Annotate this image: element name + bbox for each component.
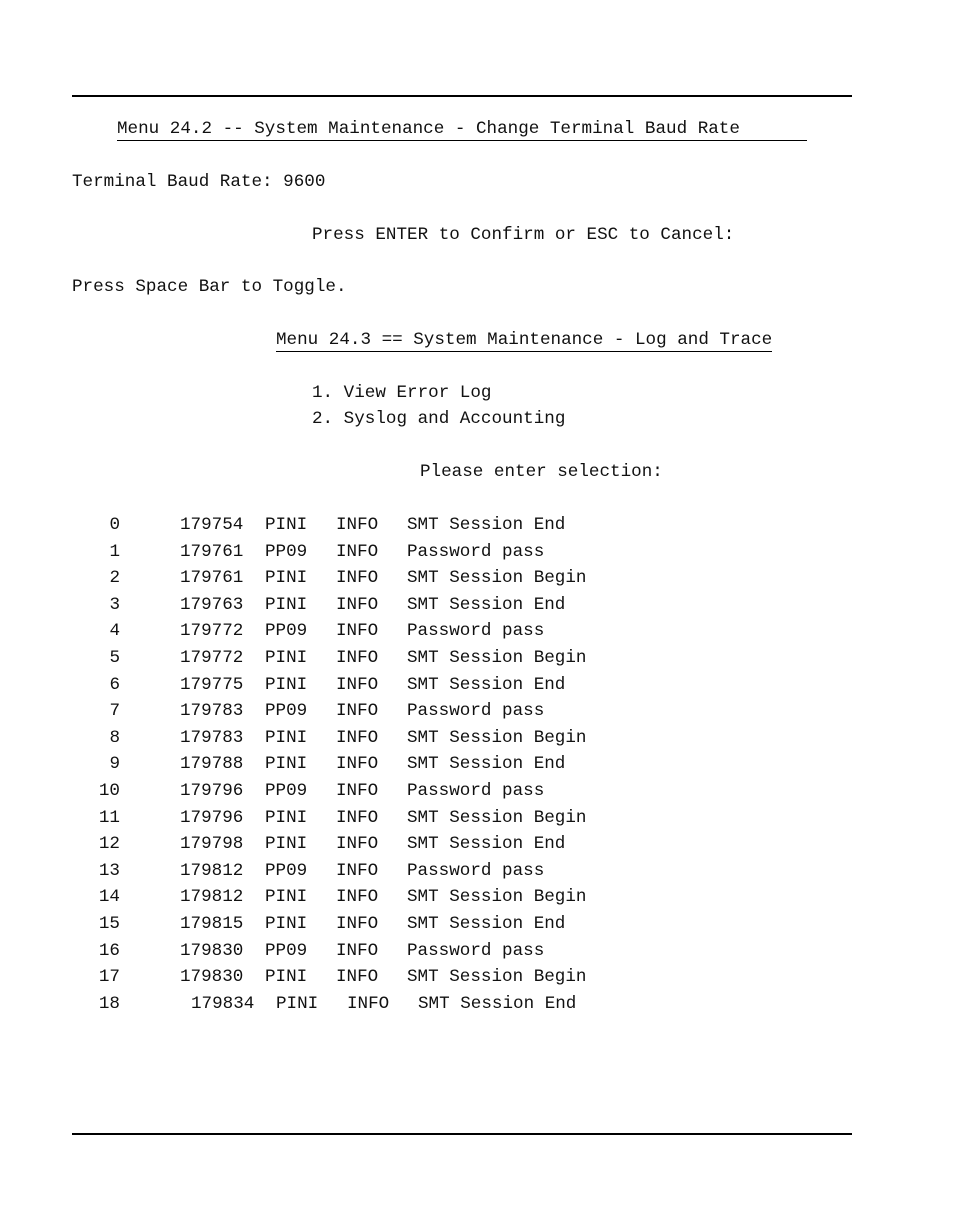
log-time: 179783 — [180, 701, 244, 721]
log-index: 10 — [98, 781, 120, 801]
log-index: 11 — [98, 808, 120, 828]
log-row — [72, 914, 632, 934]
log-time: 179830 — [180, 967, 244, 987]
log-index: 6 — [109, 675, 120, 695]
log-index: 8 — [109, 728, 120, 748]
selection-prompt: Please enter selection: — [420, 462, 663, 482]
log-row — [72, 808, 632, 828]
log-row — [72, 701, 632, 721]
log-time: 179788 — [180, 754, 244, 774]
log-time: 179761 — [180, 542, 244, 562]
log-message: SMT Session End — [407, 595, 566, 615]
log-index: 5 — [109, 648, 120, 668]
log-row — [72, 515, 632, 535]
log-source: PINI — [265, 967, 308, 987]
log-message: SMT Session Begin — [407, 728, 587, 748]
log-time: 179798 — [180, 834, 244, 854]
log-message: SMT Session Begin — [407, 808, 587, 828]
log-time: 179763 — [180, 595, 244, 615]
log-row — [72, 568, 632, 588]
log-type: INFO — [336, 754, 379, 774]
log-time: 179815 — [180, 914, 244, 934]
log-row — [72, 728, 632, 748]
log-source: PP09 — [265, 701, 308, 721]
log-row — [72, 994, 632, 1014]
menu-24-3-title: Menu 24.3 == System Maintenance - Log and Trace — [276, 330, 773, 350]
log-message: SMT Session Begin — [407, 887, 587, 907]
log-message: SMT Session End — [407, 515, 566, 535]
log-source: PINI — [265, 648, 308, 668]
log-row — [72, 648, 632, 668]
log-source: PINI — [265, 515, 308, 535]
log-index: 2 — [109, 568, 120, 588]
log-row — [72, 754, 632, 774]
menu-24-2-title: Menu 24.2 -- System Maintenance - Change Terminal Baud Rate — [117, 119, 807, 141]
log-type: INFO — [336, 967, 379, 987]
log-message: SMT Session End — [407, 675, 566, 695]
log-type: INFO — [336, 728, 379, 748]
log-source: PINI — [265, 834, 308, 854]
log-type: INFO — [336, 887, 379, 907]
log-time: 179796 — [180, 781, 244, 801]
log-time: 179834 — [191, 994, 255, 1014]
log-row — [72, 967, 632, 987]
log-row — [72, 887, 632, 907]
log-source: PP09 — [265, 781, 308, 801]
log-type: INFO — [336, 834, 379, 854]
log-message: Password pass — [407, 781, 545, 801]
log-row — [72, 941, 632, 961]
log-index: 0 — [109, 515, 120, 535]
log-time: 179812 — [180, 887, 244, 907]
log-index: 13 — [98, 861, 120, 881]
log-message: SMT Session End — [407, 834, 566, 854]
menu-option-view-error-log[interactable]: 1. View Error Log — [312, 383, 492, 403]
log-index: 7 — [109, 701, 120, 721]
menu-option-syslog-accounting[interactable]: 2. Syslog and Accounting — [312, 409, 566, 429]
log-type: INFO — [347, 994, 390, 1014]
log-message: Password pass — [407, 941, 545, 961]
log-time: 179783 — [180, 728, 244, 748]
log-type: INFO — [336, 595, 379, 615]
log-message: SMT Session End — [407, 754, 566, 774]
log-type: INFO — [336, 701, 379, 721]
log-message: SMT Session End — [418, 994, 577, 1014]
log-message: Password pass — [407, 542, 545, 562]
log-type: INFO — [336, 808, 379, 828]
log-message: SMT Session Begin — [407, 648, 587, 668]
log-type: INFO — [336, 914, 379, 934]
log-source: PINI — [265, 887, 308, 907]
top-divider — [72, 95, 852, 97]
log-time: 179761 — [180, 568, 244, 588]
log-index: 9 — [109, 754, 120, 774]
bottom-divider — [72, 1133, 852, 1135]
log-type: INFO — [336, 861, 379, 881]
log-row — [72, 542, 632, 562]
log-index: 14 — [98, 887, 120, 907]
log-row — [72, 675, 632, 695]
log-index: 1 — [109, 542, 120, 562]
log-message: Password pass — [407, 621, 545, 641]
log-index: 16 — [98, 941, 120, 961]
log-time: 179772 — [180, 648, 244, 668]
baud-rate-label: Terminal Baud Rate: 9600 — [72, 172, 326, 192]
log-type: INFO — [336, 675, 379, 695]
log-source: PINI — [265, 914, 308, 934]
log-type: INFO — [336, 648, 379, 668]
log-type: INFO — [336, 941, 379, 961]
confirm-prompt: Press ENTER to Confirm or ESC to Cancel: — [312, 225, 735, 245]
log-message: SMT Session Begin — [407, 568, 587, 588]
log-index: 12 — [98, 834, 120, 854]
log-message: SMT Session End — [407, 914, 566, 934]
log-time: 179775 — [180, 675, 244, 695]
log-index: 3 — [109, 595, 120, 615]
toggle-hint: Press Space Bar to Toggle. — [72, 277, 347, 297]
log-message: SMT Session Begin — [407, 967, 587, 987]
log-time: 179830 — [180, 941, 244, 961]
log-source: PP09 — [265, 941, 308, 961]
log-source: PINI — [265, 728, 308, 748]
log-time: 179772 — [180, 621, 244, 641]
log-time: 179754 — [180, 515, 244, 535]
log-index: 17 — [98, 967, 120, 987]
log-type: INFO — [336, 542, 379, 562]
log-index: 4 — [109, 621, 120, 641]
log-source: PP09 — [265, 621, 308, 641]
log-source: PINI — [276, 994, 319, 1014]
log-message: Password pass — [407, 861, 545, 881]
log-source: PP09 — [265, 542, 308, 562]
log-row — [72, 861, 632, 881]
log-type: INFO — [336, 515, 379, 535]
log-index: 15 — [98, 914, 120, 934]
log-source: PINI — [265, 754, 308, 774]
log-source: PINI — [265, 568, 308, 588]
log-type: INFO — [336, 781, 379, 801]
log-index: 18 — [98, 994, 120, 1014]
log-source: PINI — [265, 675, 308, 695]
log-row — [72, 595, 632, 615]
log-type: INFO — [336, 621, 379, 641]
log-row — [72, 834, 632, 854]
log-time: 179796 — [180, 808, 244, 828]
log-type: INFO — [336, 568, 379, 588]
log-row — [72, 621, 632, 641]
log-row — [72, 781, 632, 801]
log-message: Password pass — [407, 701, 545, 721]
log-source: PINI — [265, 595, 308, 615]
log-source: PP09 — [265, 861, 308, 881]
log-time: 179812 — [180, 861, 244, 881]
log-source: PINI — [265, 808, 308, 828]
